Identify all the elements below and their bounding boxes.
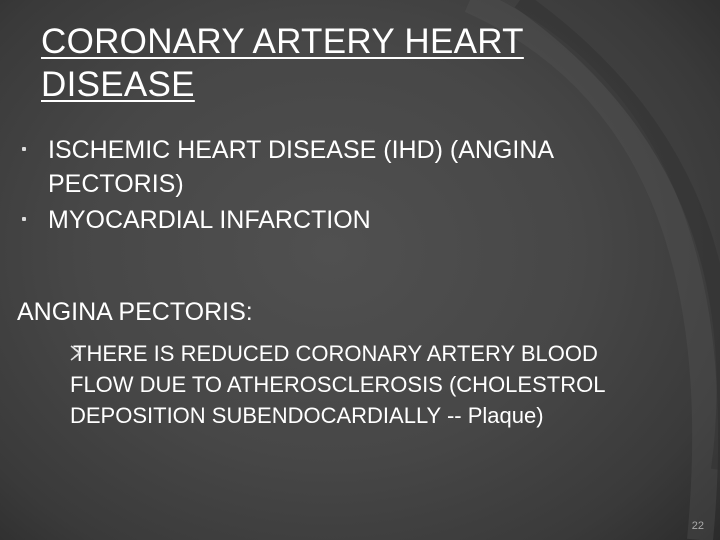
arrow-bullet-icon xyxy=(70,344,82,362)
bullet-dot-icon xyxy=(22,217,26,221)
bullet-text: MYOCARDIAL INFARCTION xyxy=(48,206,371,234)
section-heading: ANGINA PECTORIS: xyxy=(17,298,253,326)
list-item xyxy=(22,133,682,201)
slide-title: CORONARY ARTERY HEART DISEASE xyxy=(41,22,524,104)
list-item xyxy=(22,203,682,237)
sub-bullet-label: THERE IS REDUCED CORONARY ARTERY BLOOD FLOW DUE TO ATHEROSCLEROSIS (CHOLESTROL DEPOSITION SUBENDOCARDIALLY -- Plaque) xyxy=(70,341,605,428)
bullet-text: ISCHEMIC HEART DISEASE (IHD) (ANGINA PECTORIS) xyxy=(48,136,553,198)
bullet-list xyxy=(22,133,682,239)
sub-bullet-text xyxy=(70,338,630,431)
page-number: 22 xyxy=(691,520,704,532)
sub-bullet-item xyxy=(70,338,630,431)
bullet-dot-icon xyxy=(22,147,26,151)
